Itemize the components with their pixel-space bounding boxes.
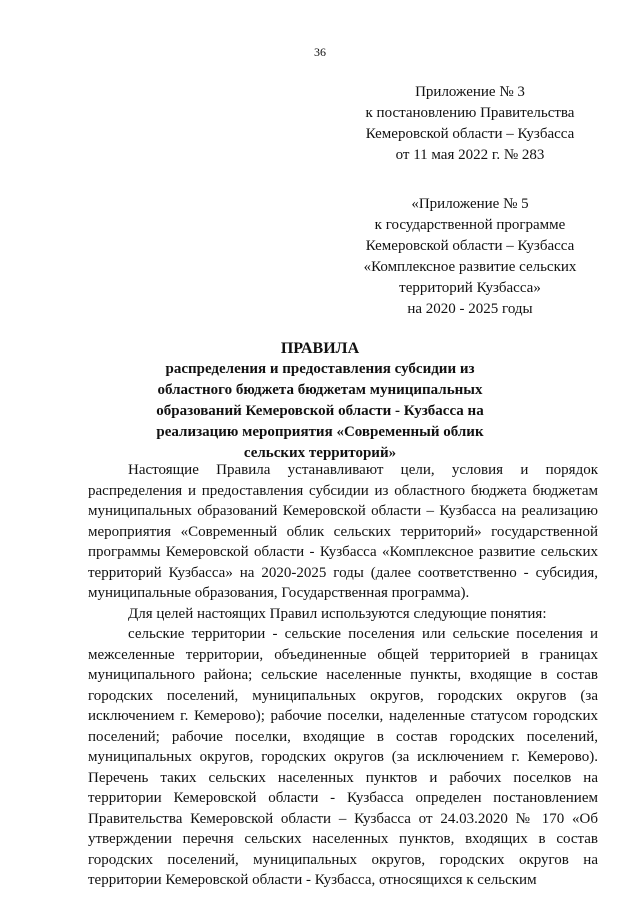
appendix-5-line: на 2020 - 2025 годы [407, 301, 533, 317]
appendix-5-header [330, 194, 610, 320]
appendix-5-line: «Комплексное развитие сельских [363, 259, 577, 275]
body-paragraph: сельские территории - сельские поселения или сельские поселения и межселенные территории, объединенные общей территорией в границах муниципального района; сельские населенные пункты, входящие в состав городских поселений, муниципальных округов, городских округов (за исключением г. Кемерово); рабочие поселки, наделенные статусом городских поселений; рабочие поселки, входящие в состав городских поселений, муниципальных округов, городских округов (за исключением г. Кемерово). Перечень таких сельских населенных пунктов и рабочих поселков на территории Кемеровской области - Кузбасса определен постановлением Правительства Кемеровской области – Кузбасса от 24.03.2020 № 170 «Об утверждении перечня сельских населенных пунктов, входящих в состав городских поселений, муниципальных округов, городских округов на территории Кемеровской области - Кузбасса, относящихся к сельским [88, 626, 598, 888]
appendix-3-line: Кемеровской области – Кузбасса [365, 126, 575, 142]
document-title [150, 338, 490, 464]
title-line: реализацию мероприятия «Современный облик [156, 424, 484, 440]
appendix-5-line: территорий Кузбасса» [399, 280, 541, 296]
title-heading: ПРАВИЛА [280, 340, 360, 357]
document-body [88, 460, 598, 891]
title-line: образований Кемеровской области - Кузбасса на [156, 403, 484, 419]
page-number: 36 [314, 45, 326, 59]
appendix-5-line: «Приложение № 5 [411, 196, 529, 212]
appendix-3-header [340, 82, 600, 166]
appendix-5-line: Кемеровской области – Кузбасса [365, 238, 575, 254]
title-line: областного бюджета бюджетам муниципальных [157, 382, 483, 398]
appendix-3-line: от 11 мая 2022 г. № 283 [395, 147, 545, 163]
appendix-5-line: к государственной программе [374, 217, 566, 233]
appendix-3-line: Приложение № 3 [415, 84, 525, 100]
appendix-3-line: к постановлению Правительства [365, 105, 575, 121]
title-line: сельских территорий» [243, 445, 397, 461]
body-paragraph: Настоящие Правила устанавливают цели, условия и порядок распределения и предоставления субсидии из областного бюджета бюджетам муниципальных образований Кемеровской области – Кузбасса на реализацию мероприятия «Современный облик сельских территорий» государственной программы Кемеровской области - Кузбасса «Комплексное развитие сельских территорий Кузбасса» на 2020-2025 годы (далее соответственно - субсидия, муниципальные образования, Государственная программа). [88, 462, 598, 601]
title-line: распределения и предоставления субсидии из [165, 361, 475, 377]
body-paragraph: Для целей настоящих Правил используются следующие понятия: [128, 605, 547, 622]
